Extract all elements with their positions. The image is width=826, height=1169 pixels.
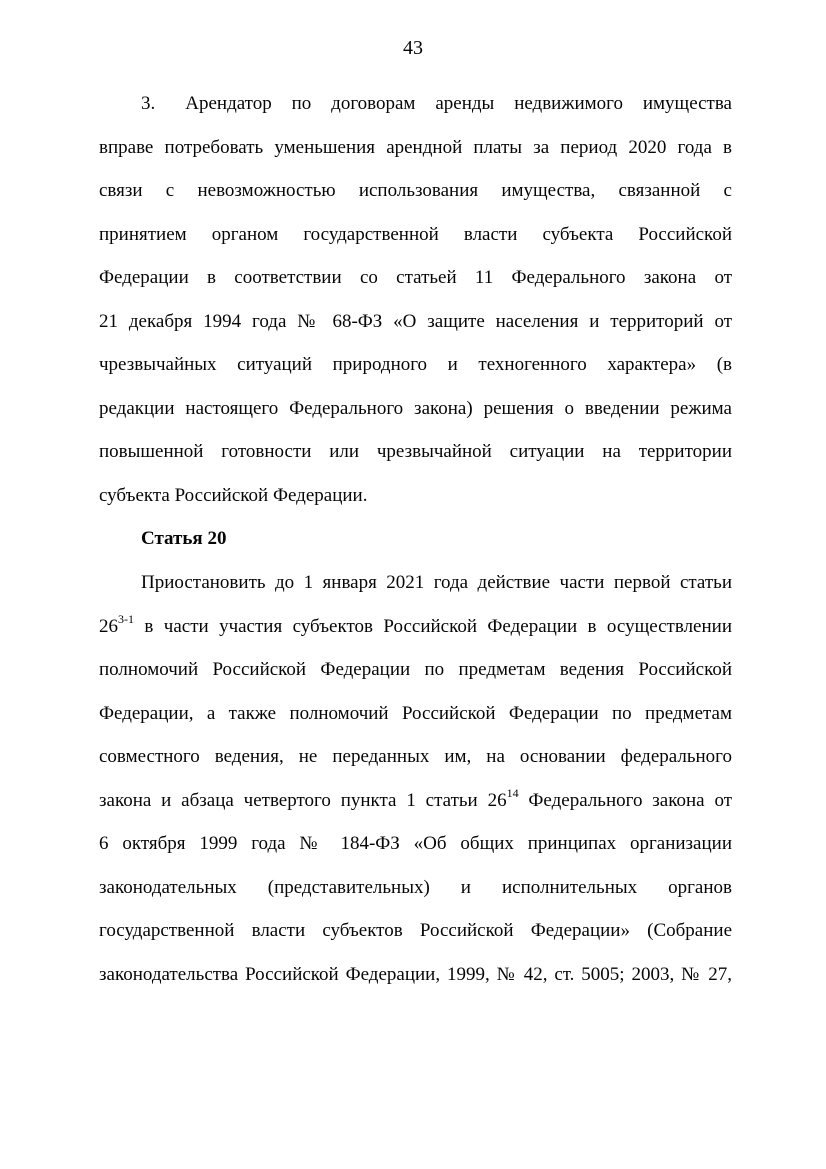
paragraph-3-number: 3. — [141, 93, 156, 114]
article-20-heading: Статья 20 — [141, 528, 227, 550]
article-20-line-5: совместного ведения, не переданных им, на основании федерального — [99, 746, 732, 768]
article-20-line-3: полномочий Российской Федерации по предметам ведения Российской — [99, 659, 732, 681]
text-block — [99, 82, 732, 996]
article-20-line-4: Федерации, а также полномочий Российской Федерации по предметам — [99, 702, 732, 724]
article-20-line-9: государственной власти субъектов Российской Федерации» (Собрание — [99, 920, 732, 942]
article-20-line-8: законодательных (представительных) и исполнительных органов — [99, 876, 732, 898]
paragraph-3-line-6: 21 декабря 1994 года № 68-ФЗ «О защите населения и территорий от — [99, 310, 732, 332]
article-20-line-2 — [99, 605, 732, 649]
article-20-line-10: законодательства Российской Федерации, 1999, № 42, ст. 5005; 2003, № 27, — [99, 963, 732, 985]
paragraph-3-line-4: принятием органом государственной власти субъекта Российской — [99, 223, 732, 245]
article-reference-superscript: 14 — [506, 786, 519, 801]
page-number: 43 — [403, 37, 423, 59]
article-20-line-6-text-cont: Федерального закона от — [518, 789, 733, 811]
paragraph-3-line-5: Федерации в соответствии со статьей 11 Федерального закона от — [99, 267, 732, 289]
article-20-line-1: Приостановить до 1 января 2021 года действие части первой статьи — [141, 572, 732, 594]
tab-space — [155, 108, 185, 109]
paragraph-3-line-1 — [99, 82, 732, 126]
paragraph-3-line-3: связи с невозможностью использования имущества, связанной с — [99, 180, 732, 202]
article-20-line-6-text: закона и абзаца четвертого пункта 1 статьи 26 — [99, 789, 507, 811]
paragraph-3-line-2: вправе потребовать уменьшения арендной платы за период 2020 года в — [99, 136, 732, 158]
article-20-line-7: 6 октября 1999 года № 184-ФЗ «Об общих принципах организации — [99, 833, 732, 855]
article-20-line-6 — [99, 779, 732, 823]
paragraph-3-line-7: чрезвычайных ситуаций природного и техногенного характера» (в — [99, 354, 732, 376]
paragraph-3-line-1-text: Арендатор по договорам аренды недвижимого имущества — [185, 93, 732, 114]
paragraph-3-line-10: субъекта Российской Федерации. — [99, 484, 368, 506]
article-reference: 26 — [99, 615, 118, 637]
paragraph-3-line-9: повышенной готовности или чрезвычайной ситуации на территории — [99, 441, 732, 463]
article-reference-superscript: 3-1 — [118, 612, 134, 627]
paragraph-3-line-8: редакции настоящего Федерального закона) решения о введении режима — [99, 397, 732, 419]
article-20-line-2-text: в части участия субъектов Российской Федерации в осуществлении — [134, 615, 732, 637]
